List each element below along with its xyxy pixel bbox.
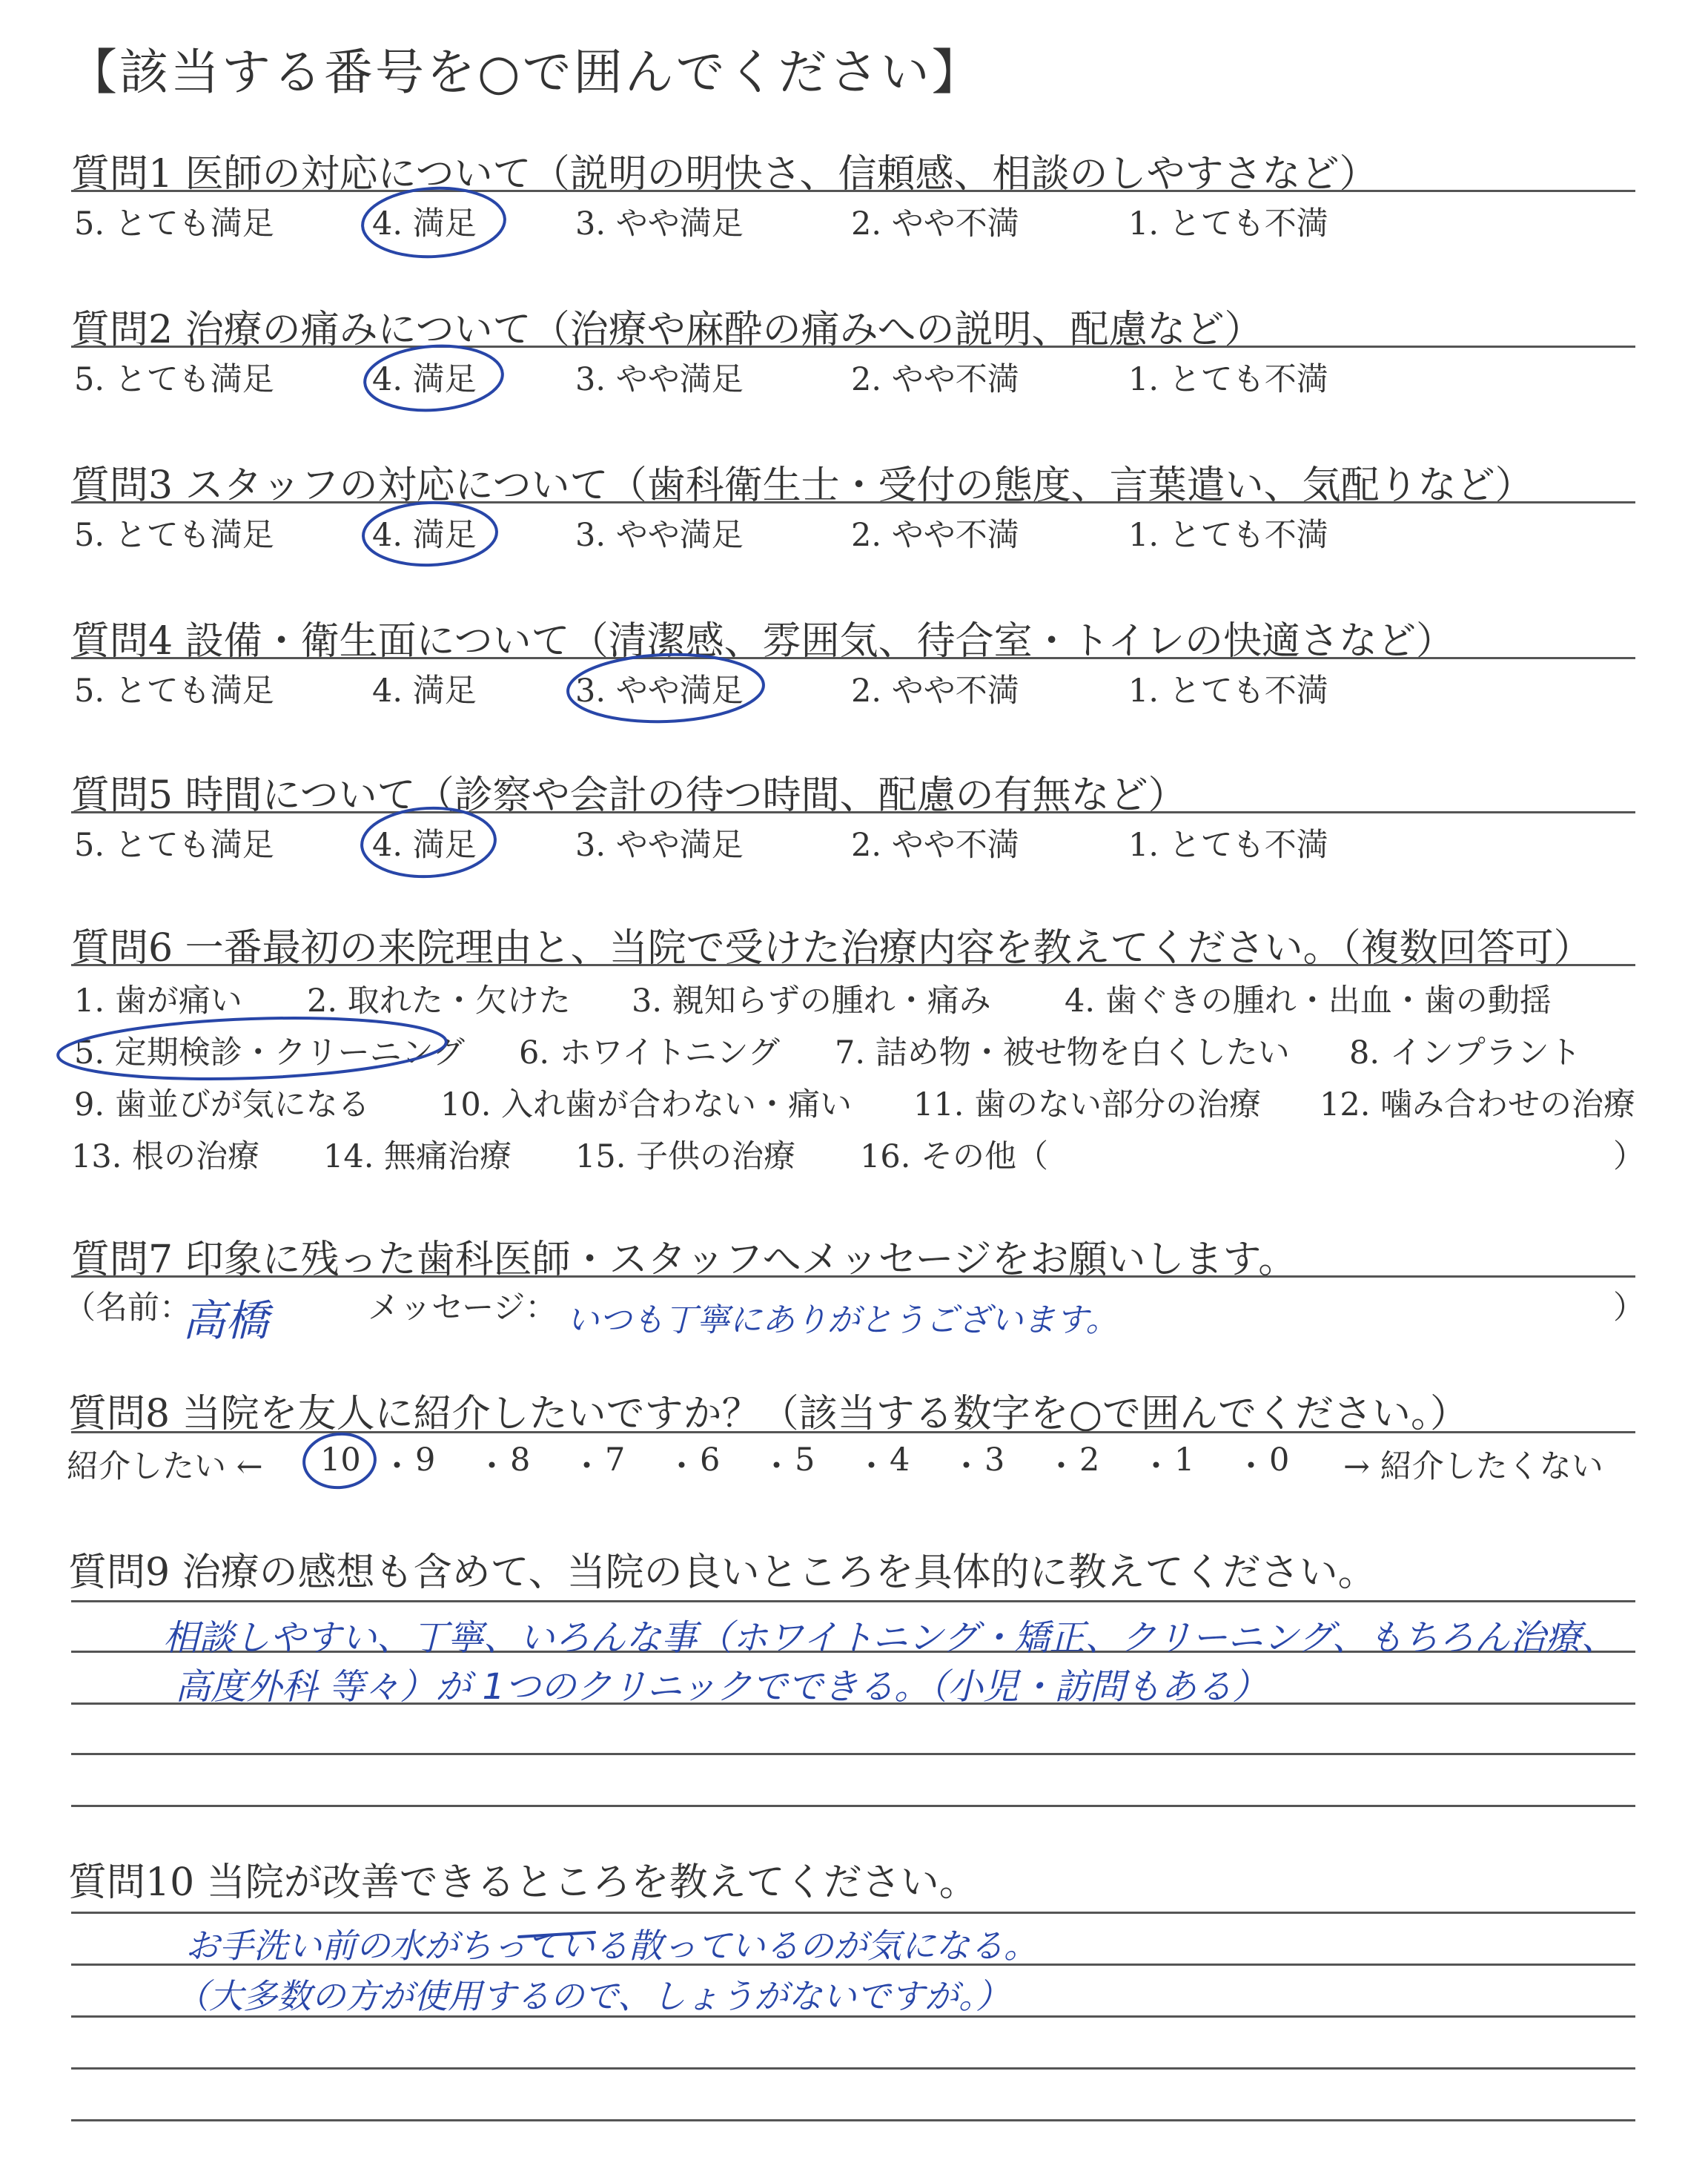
name-label: （名前： xyxy=(64,1289,191,1327)
scale-separator: ・ xyxy=(666,1448,698,1485)
option[interactable]: 1. 歯が痛い xyxy=(74,982,242,1020)
score-option[interactable]: 7 xyxy=(605,1441,626,1479)
option[interactable]: 3. やや満足 xyxy=(575,361,744,398)
option-selected[interactable]: 4. 満足 xyxy=(372,517,477,554)
question-title: 質問4 設備・衛生面について（清潔感、雰囲気、待合室・トイレの快適さなど） xyxy=(71,619,1454,664)
option[interactable]: 2. 取れた・欠けた xyxy=(307,982,571,1020)
question-title: 質問7 印象に残った歯科医師・スタッフへメッセージをお願いします。 xyxy=(71,1238,1297,1282)
option-selected[interactable]: 4. 満足 xyxy=(372,205,477,242)
option[interactable]: 15. 子供の治療 xyxy=(575,1138,796,1175)
left-scale-label: 紹介したい ← xyxy=(67,1448,263,1485)
scale-separator: ・ xyxy=(571,1448,603,1485)
page-heading: 【該当する番号を○で囲んでください】 xyxy=(68,44,983,101)
score-option[interactable]: 0 xyxy=(1269,1441,1290,1479)
scale-separator: ・ xyxy=(1235,1448,1267,1485)
message-handwritten[interactable]: いつも丁寧にありがとうございます。 xyxy=(566,1301,1119,1339)
option[interactable]: 1. とても不満 xyxy=(1128,205,1328,242)
answer-line-handwritten[interactable]: 相談しやすい、丁寧、いろんな事（ホワイトニング・矯正、クリーニング、もちろん治療、 xyxy=(163,1617,1617,1659)
option[interactable]: 1. とても不満 xyxy=(1128,827,1328,864)
option-selected[interactable]: 5. 定期検診・クリーニング xyxy=(74,1034,465,1071)
scale-separator: ・ xyxy=(1140,1448,1172,1485)
question-title: 質問3 スタッフの対応について（歯科衛生士・受付の態度、言葉遣い、気配りなど） xyxy=(71,463,1534,508)
selection-circle xyxy=(302,1431,377,1490)
option[interactable]: 6. ホワイトニング xyxy=(519,1034,780,1071)
option[interactable]: 2. やや不満 xyxy=(851,673,1019,710)
option[interactable]: 16. その他（ xyxy=(860,1138,1049,1175)
question-title: 質問8 当院を友人に紹介したいですか？（該当する数字を○で囲んでください。） xyxy=(68,1392,1469,1436)
strikethrough xyxy=(519,1932,595,1937)
option[interactable]: 14. 無痛治療 xyxy=(323,1138,512,1175)
selection-circle xyxy=(363,501,498,567)
scale-separator: ・ xyxy=(855,1448,887,1485)
answer-line-handwritten[interactable]: （大多数の方が使用するので、しょうがないですが。） xyxy=(175,1976,1010,2016)
option[interactable]: 8. インプラント xyxy=(1349,1034,1581,1071)
option[interactable]: 10. 入れ歯が合わない・痛い xyxy=(440,1086,853,1123)
score-option[interactable]: 4 xyxy=(890,1441,910,1479)
scale-separator: ・ xyxy=(1045,1448,1077,1485)
scale-separator: ・ xyxy=(476,1448,508,1485)
answer-line-handwritten[interactable]: 高度外科 等々）が 1つのクリニックでできる。（小児・訪問もある） xyxy=(175,1666,1268,1708)
question-title: 質問9 治療の感想も含めて、当院の良いところを具体的に教えてください。 xyxy=(68,1550,1377,1595)
selection-circle xyxy=(363,342,505,415)
selection-circle xyxy=(57,1012,447,1085)
question-title: 質問6 一番最初の来院理由と、当院で受けた治療内容を教えてください。（複数回答可） xyxy=(71,926,1592,971)
option[interactable]: 4. 歯ぐきの腫れ・出血・歯の動揺 xyxy=(1065,982,1552,1020)
score-option[interactable]: 8 xyxy=(510,1441,531,1479)
option[interactable]: 3. やや満足 xyxy=(575,205,744,242)
answer-line-handwritten[interactable]: お手洗い前の水がちっている散っているのが気になる。 xyxy=(185,1926,1038,1966)
option[interactable]: 3. やや満足 xyxy=(575,517,744,554)
option-selected[interactable]: 4. 満足 xyxy=(372,361,477,398)
option[interactable]: 12. 噛み合わせの治療 xyxy=(1320,1086,1636,1123)
option-selected[interactable]: 3. やや満足 xyxy=(575,673,744,710)
question-title: 質問2 治療の痛みについて（治療や麻酔の痛みへの説明、配慮など） xyxy=(71,308,1263,352)
selection-circle xyxy=(567,651,765,724)
option[interactable]: 13. 根の治療 xyxy=(71,1138,260,1175)
question-title: 質問1 医師の対応について（説明の明快さ、信頼感、相談のしやすさなど） xyxy=(71,152,1378,196)
option[interactable]: 4. 満足 xyxy=(372,673,477,710)
option[interactable]: 3. やや満足 xyxy=(575,827,744,864)
option[interactable]: 3. 親知らずの腫れ・痛み xyxy=(632,982,991,1020)
option[interactable]: 7. 詰め物・被せ物を白くしたい xyxy=(835,1034,1290,1071)
close-paren: ） xyxy=(1613,1289,1645,1327)
option[interactable]: 1. とても不満 xyxy=(1128,361,1328,398)
score-option-selected[interactable]: 10 xyxy=(320,1441,361,1479)
option[interactable]: 9. 歯並びが気になる xyxy=(74,1086,370,1123)
option-selected[interactable]: 4. 満足 xyxy=(372,827,477,864)
option[interactable]: 5. とても満足 xyxy=(74,673,274,710)
score-option[interactable]: 6 xyxy=(700,1441,721,1479)
score-option[interactable]: 3 xyxy=(984,1441,1005,1479)
option[interactable]: 2. やや不満 xyxy=(851,827,1019,864)
option[interactable]: 1. とても不満 xyxy=(1128,517,1328,554)
message-label: メッセージ： xyxy=(368,1289,557,1327)
option[interactable]: 5. とても満足 xyxy=(74,361,274,398)
selection-circle xyxy=(360,805,497,879)
scale-separator: ・ xyxy=(381,1448,413,1485)
option[interactable]: 11. 歯のない部分の治療 xyxy=(913,1086,1262,1123)
selection-circle xyxy=(361,185,507,260)
close-paren: ） xyxy=(1613,1138,1645,1175)
option[interactable]: 5. とても満足 xyxy=(74,517,274,554)
question-title: 質問5 時間について（診察や会計の待つ時間、配慮の有無など） xyxy=(71,773,1187,818)
right-scale-label: → 紹介したくない xyxy=(1343,1448,1603,1485)
option[interactable]: 5. とても満足 xyxy=(74,827,274,864)
score-option[interactable]: 1 xyxy=(1174,1441,1195,1479)
question-title: 質問10 当院が改善できるところを教えてください。 xyxy=(68,1860,978,1905)
option[interactable]: 2. やや不満 xyxy=(851,205,1019,242)
score-option[interactable]: 5 xyxy=(795,1441,815,1479)
name-handwritten[interactable]: 高橋 xyxy=(182,1295,269,1346)
option[interactable]: 2. やや不満 xyxy=(851,517,1019,554)
scale-separator: ・ xyxy=(761,1448,792,1485)
option[interactable]: 2. やや不満 xyxy=(851,361,1019,398)
option[interactable]: 5. とても満足 xyxy=(74,205,274,242)
score-option[interactable]: 9 xyxy=(415,1441,436,1479)
option[interactable]: 1. とても不満 xyxy=(1128,673,1328,710)
scale-separator: ・ xyxy=(950,1448,982,1485)
score-option[interactable]: 2 xyxy=(1079,1441,1100,1479)
